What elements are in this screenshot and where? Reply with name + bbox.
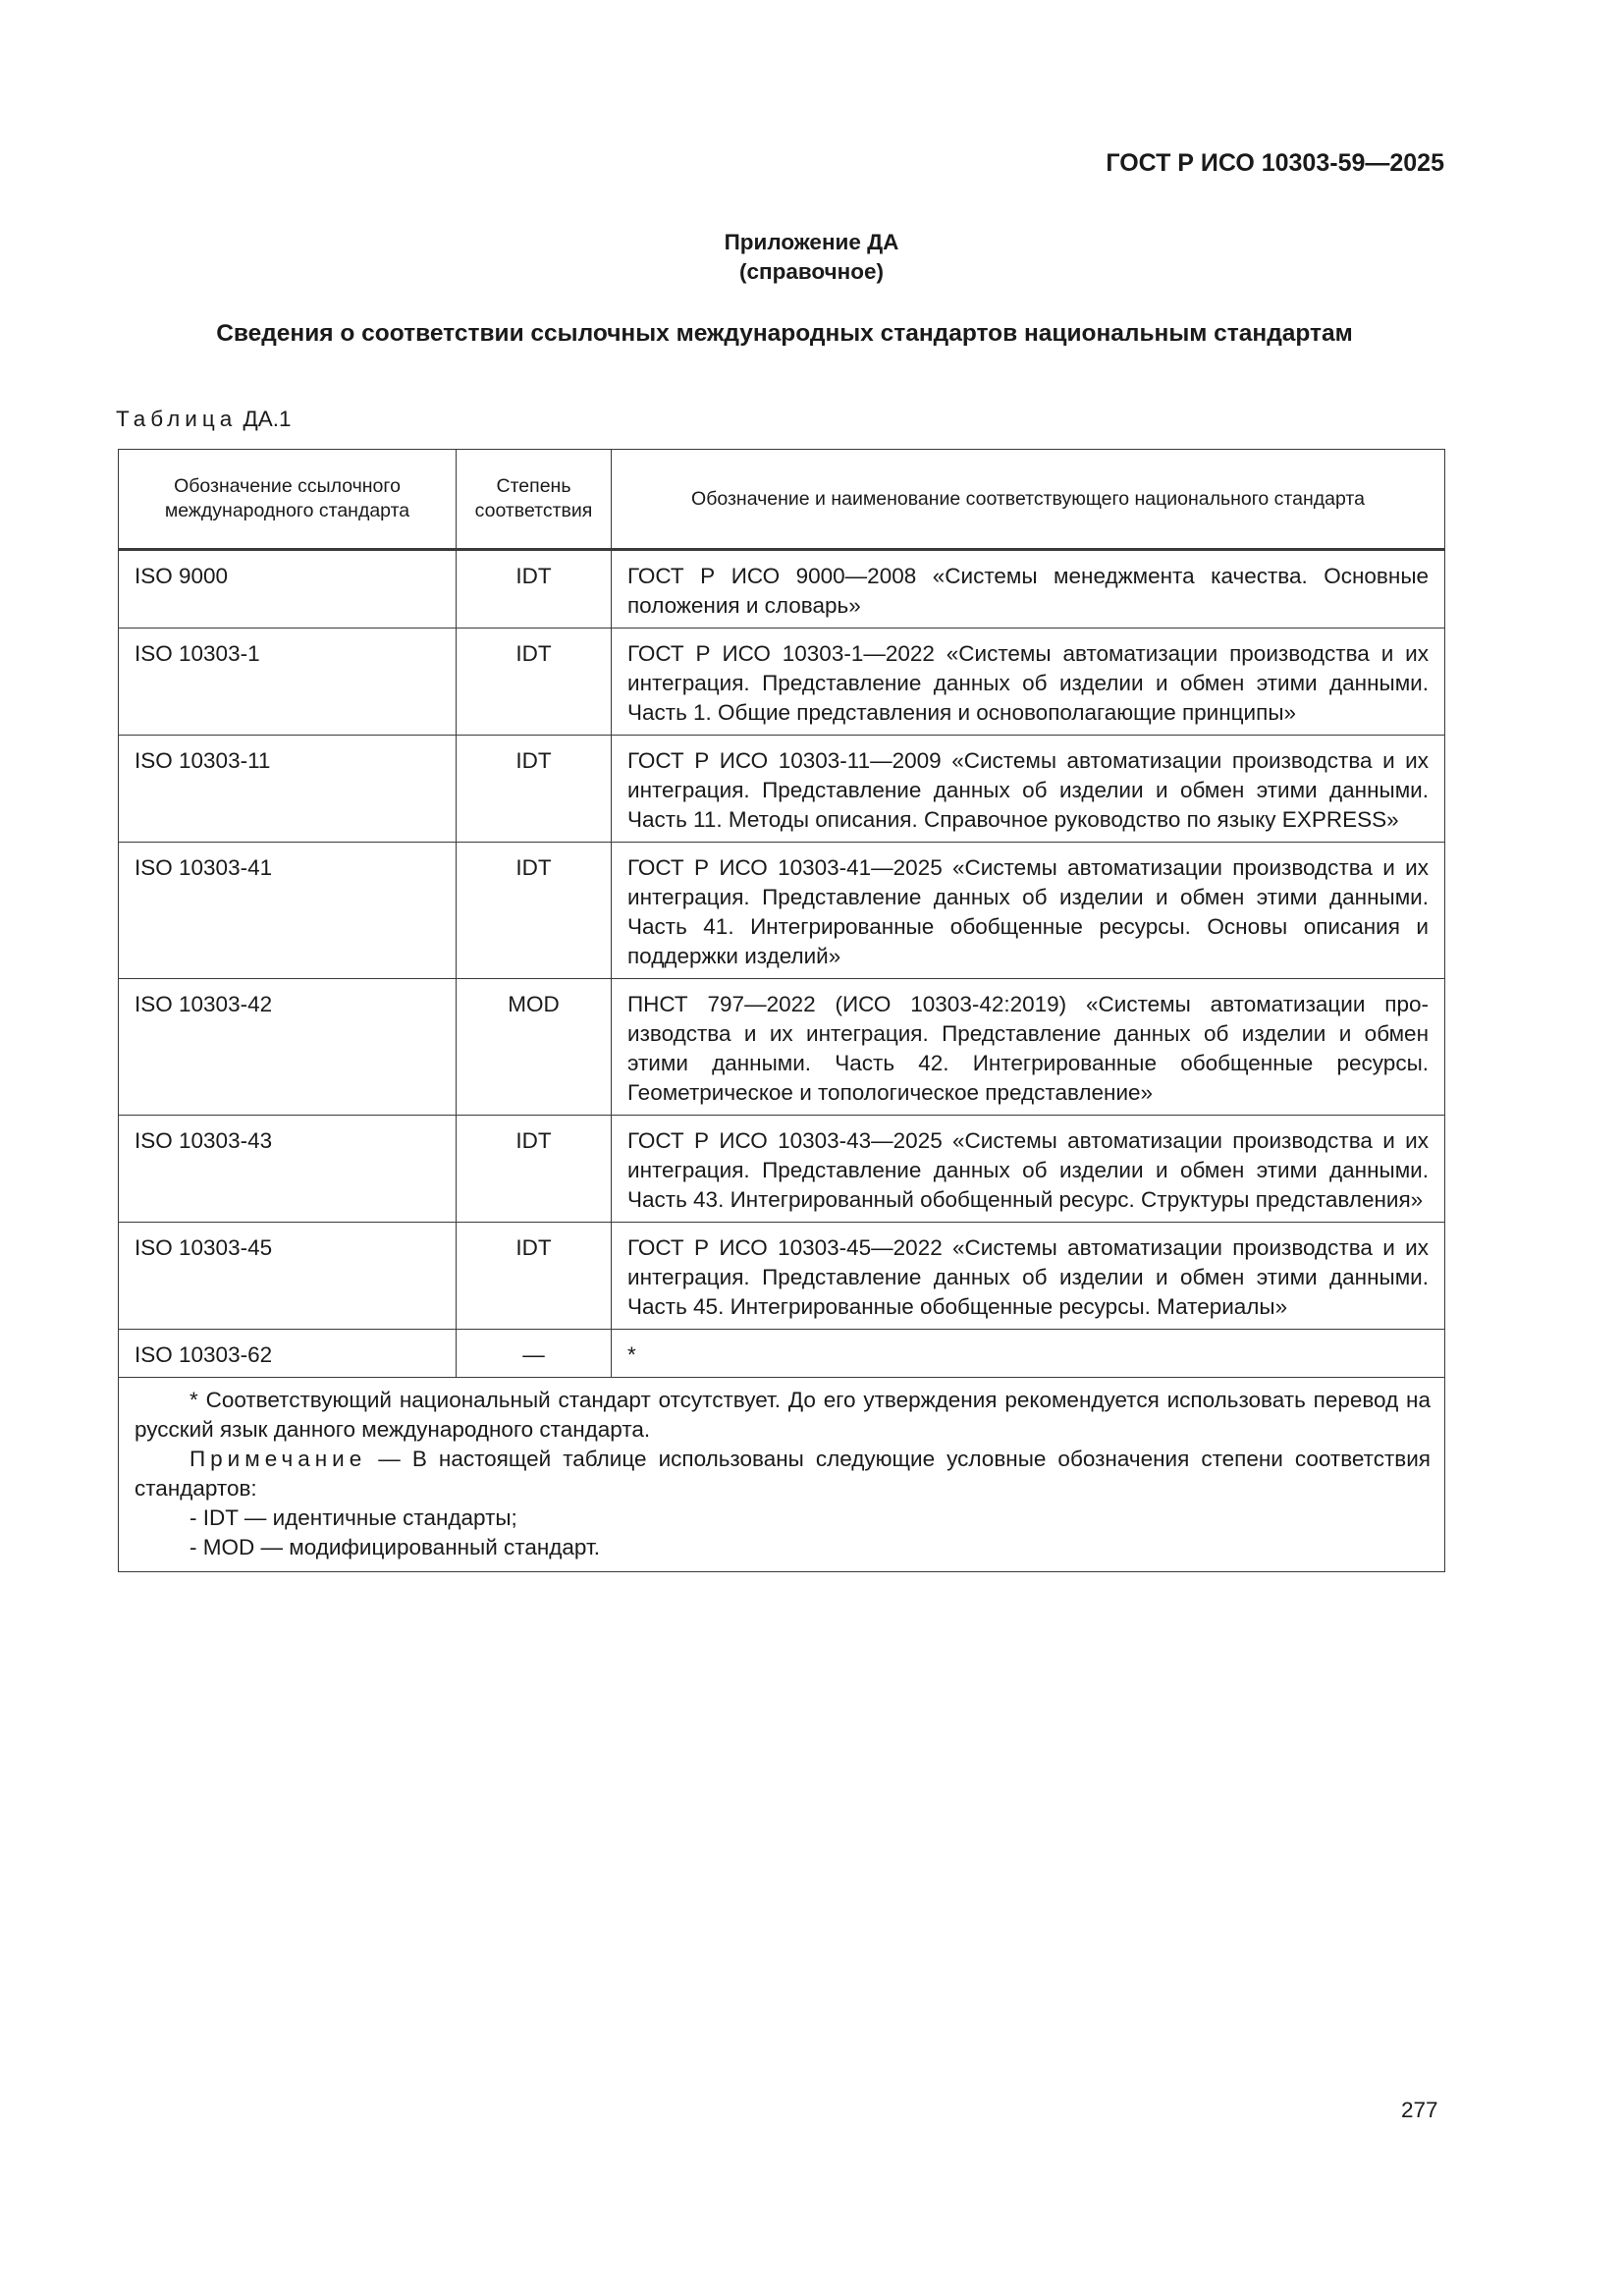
intl-standard-cell: ISO 10303-41 xyxy=(119,843,457,979)
legend-item: - IDT — идентичные стандарты; xyxy=(189,1505,517,1530)
national-standard-cell: ГОСТ Р ИСО 10303-43—2025 «Системы автоматизации производства и их интеграция. Представление данных об изделии и обмен этими данными. Часть 43. Интегрированный обобщенный ресурс. Структуры представления» xyxy=(612,1116,1445,1223)
table-row xyxy=(119,550,1445,629)
table-header-row xyxy=(119,450,1445,550)
table-row xyxy=(119,979,1445,1116)
degree-cell: IDT xyxy=(457,736,612,843)
degree-cell: IDT xyxy=(457,1116,612,1223)
column-header-national: Обозначение и наименование соответствующего национального стандарта xyxy=(612,450,1445,550)
footnote-star-note: * Соответствующий национальный стандарт отсутствует. До его утверждения рекомендуется использовать перевод на русский язык данного международного стандарта. xyxy=(135,1388,1431,1442)
table-row xyxy=(119,736,1445,843)
degree-cell: MOD xyxy=(457,979,612,1116)
document-code: ГОСТ Р ИСО 10303-59—2025 xyxy=(1106,149,1444,177)
national-standard-cell: * xyxy=(612,1330,1445,1378)
national-standard-cell: ГОСТ Р ИСО 10303-1—2022 «Системы автоматизации производства и их интеграция. Представление данных об изделии и обмен этими данными. Часть 1. Общие представления и основополагающие принципы» xyxy=(612,629,1445,736)
table-caption-id: ДА.1 xyxy=(243,407,292,431)
table-row xyxy=(119,629,1445,736)
national-standard-cell: ПНСТ 797—2022 (ИСО 10303-42:2019) «Системы автоматизации производства и их интеграция. Представление данных об изделии и обмен этими данными. Часть 42. Интегрированные обобщенные ресурсы. Геометрическое и топологическое представление» xyxy=(612,979,1445,1116)
intl-standard-cell: ISO 10303-1 xyxy=(119,629,457,736)
appendix-title: Приложение ДА xyxy=(724,230,899,254)
appendix-subtitle: (справочное) xyxy=(739,259,884,284)
degree-cell: IDT xyxy=(457,629,612,736)
correspondence-table xyxy=(118,449,1445,1572)
degree-cell: IDT xyxy=(457,1223,612,1330)
national-standard-cell: ГОСТ Р ИСО 10303-45—2022 «Системы автоматизации производства и их интеграция. Представление данных об изделии и обмен этими данными. Часть 45. Интегрированные обобщенные ресурсы. Материалы» xyxy=(612,1223,1445,1330)
column-header-intl: Обозначение ссылочного международного стандарта xyxy=(119,450,457,550)
table-row xyxy=(119,843,1445,979)
intl-standard-cell: ISO 10303-11 xyxy=(119,736,457,843)
footnote-note xyxy=(135,1445,1431,1503)
intl-standard-cell: ISO 10303-42 xyxy=(119,979,457,1116)
table-row xyxy=(119,1116,1445,1223)
legend-item: - MOD — модифицированный стандарт. xyxy=(189,1535,601,1559)
table-row xyxy=(119,1330,1445,1378)
national-standard-cell: ГОСТ Р ИСО 10303-11—2009 «Системы автоматизации производства и их интеграция. Представление данных об изделии и обмен этими данными. Часть 11. Методы описания. Справочное руководство по языку EXPRESS» xyxy=(612,736,1445,843)
national-standard-cell: ГОСТ Р ИСО 10303-41—2025 «Системы автоматизации производства и их интеграция. Представление данных об изделии и обмен этими данными. Часть 41. Интегрированные обобщенные ресурсы. Основы описания и поддержки изделий» xyxy=(612,843,1445,979)
degree-cell: IDT xyxy=(457,550,612,629)
table-caption-word: Таблица xyxy=(116,407,238,431)
page-title: Сведения о соответствии ссылочных международных стандартов национальным стандартам xyxy=(216,320,1353,347)
page-number: 277 xyxy=(1401,2098,1438,2122)
degree-cell: IDT xyxy=(457,843,612,979)
table-footnote xyxy=(119,1378,1445,1572)
intl-standard-cell: ISO 10303-45 xyxy=(119,1223,457,1330)
national-standard-cell: ГОСТ Р ИСО 9000—2008 «Системы менеджмента качества. Основные положения и словарь» xyxy=(612,550,1445,629)
intl-standard-cell: ISO 9000 xyxy=(119,550,457,629)
degree-cell: — xyxy=(457,1330,612,1378)
table-footnote-row xyxy=(119,1378,1445,1572)
intl-standard-cell: ISO 10303-43 xyxy=(119,1116,457,1223)
column-header-degree: Степень соответствия xyxy=(457,450,612,550)
intl-standard-cell: ISO 10303-62 xyxy=(119,1330,457,1378)
table-row xyxy=(119,1223,1445,1330)
table-caption xyxy=(116,407,292,432)
note-label: Примечание xyxy=(189,1447,367,1471)
note-text: — В настоящей таблице использованы следующие условные обозначения степени соответствия стандартов: xyxy=(135,1447,1431,1501)
